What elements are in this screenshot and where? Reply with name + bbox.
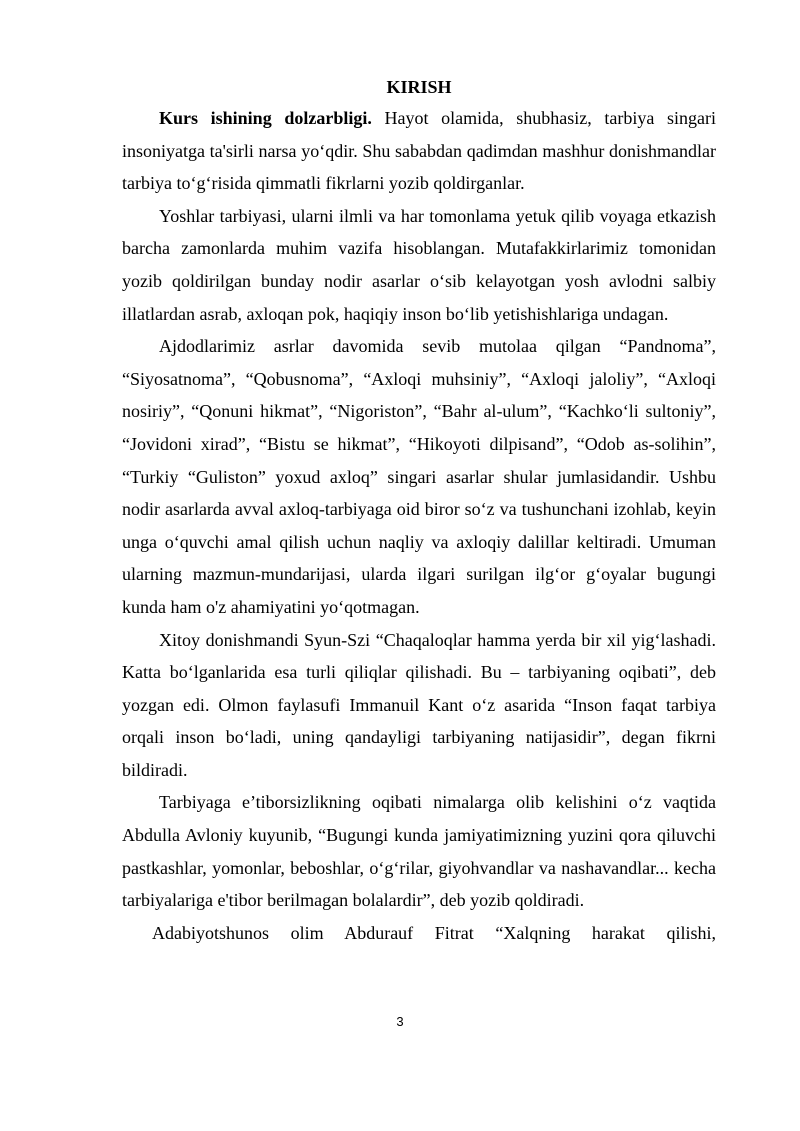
page-number: 3 bbox=[396, 1014, 404, 1029]
paragraph-youth-upbringing: Yoshlar tarbiyasi, ularni ilmli va har tomonlama yetuk qilib voyaga etkazish barcha zamonlarda muhim vazifa hisoblangan. Mutafakkirlarimiz tomonidan yozib qoldirilgan bunday nodir asarlar o‘sib kelayotgan yosh avlodni salbiy illatlardan asrab, axloqan pok, haqiqiy inson bo‘lib yetishishlariga undagan. bbox=[122, 205, 716, 324]
paragraph-text: Hayot olamida, shubhasiz, tarbiya singari insoniyatga ta'sirli narsa yo‘qdir. Shu sababdan qadimdan mashhur donishmandlar tarbiya to‘g‘risida qimmatli fikrlarni yozib qoldirganlar. bbox=[122, 108, 716, 194]
paragraph-ancestors-works: Ajdodlarimiz asrlar davomida sevib mutolaa qilgan “Pandnoma”, “Siyosatnoma”, “Qobusnoma”, “Axloqi muhsiniy”, “Axloqi jaloliy”, “Axloqi nosiriy”, “Qonuni hikmat”, “Nigoriston”, “Bahr al-ulum”, “Kachko‘li sultoniy”, “Jovidoni xirad”, “Bistu se hikmat”, “Hikoyoti dilpisand”, “Odob as-solihin”, “Turkiy “Guliston” yoxud axloq” singari asarlar shular jumlasidandir. Ushbu nodir asarlarda avval axloq-tarbiyaga oid biror so‘z va tushunchani izohlab, keyin unga o‘quvchi amal qilish uchun naqliy va axloqiy dalillar keltiradi. Umuman ularning mazmun-mundarijasi, ularda ilgari surilgan ilg‘or g‘oyalar bugungi kunda ham o'z ahamiyatini yo‘qotmagan. bbox=[122, 336, 716, 617]
paragraph-relevance bbox=[122, 102, 716, 200]
page-title: KIRISH bbox=[386, 77, 452, 97]
paragraph-philosophers-quotes: Xitoy donishmandi Syun-Szi “Chaqaloqlar hamma yerda bir xil yig‘lashadi. Katta bo‘lganlarida esa turli qiliqlar qilishadi. Bu – tarbiyaning oqibati”, deb yozgan edi. Olmon faylasufi Immanuil Kant o‘z asarida “Inson faqat tarbiya orqali inson bo‘ladi, uning qandayligi tarbiyaning natijasidir”, degan fikrni bildiradi. bbox=[122, 629, 716, 780]
paragraph-fitrat-start: Adabiyotshunos olim Abdurauf Fitrat “Xalqning harakat qilishi, bbox=[152, 922, 716, 943]
document-page bbox=[122, 72, 716, 949]
paragraph-lead: Kurs ishining dolzarbligi. bbox=[159, 108, 372, 128]
paragraph-avloniy-quote: Tarbiyaga e’tiborsizlikning oqibati nimalarga olib kelishini o‘z vaqtida Abdulla Avloniy kuyunib, “Bugungi kunda jamiyatimizning yuzini qora qiluvchi pastkashlar, yomonlar, beboshlar, o‘g‘rilar, giyohvandlar va nashavandlar... kecha tarbiyalariga e'tibor berilmagan bolalardir”, deb yozib qoldiradi. bbox=[122, 792, 716, 911]
